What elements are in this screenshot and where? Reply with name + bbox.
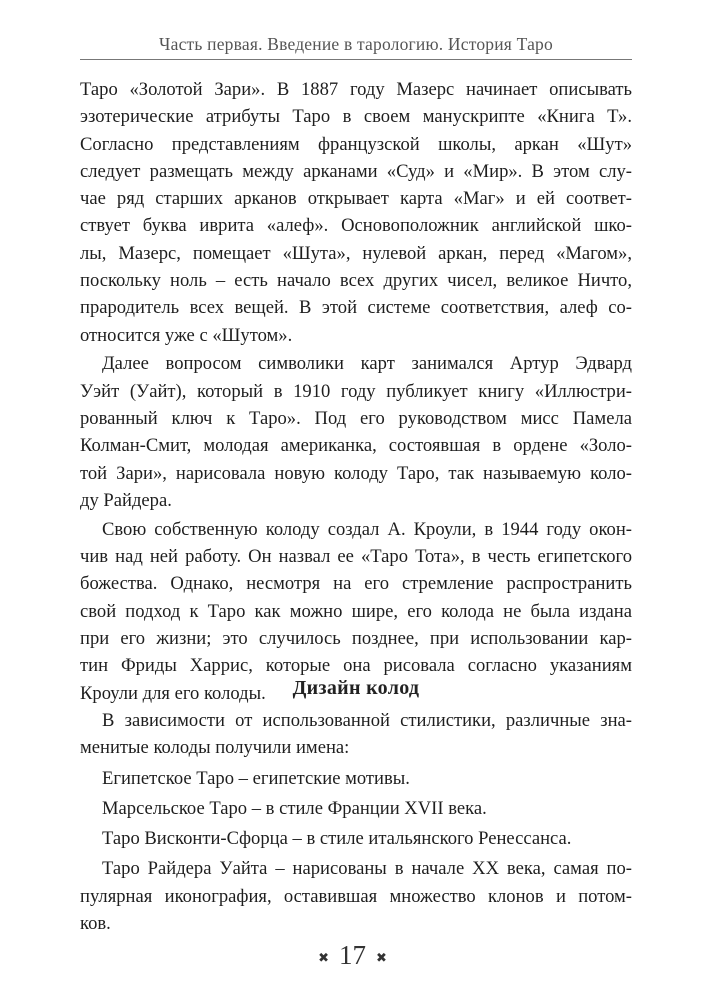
text-line: лы, Мазерс, помещает «Шута», нулевой аркан, перед «Магом»,	[80, 242, 632, 264]
paragraph	[80, 825, 632, 852]
ornament-left-icon: ✖	[318, 949, 329, 965]
text-line: при его жизни; это случилось позднее, при использовании кар-	[80, 627, 632, 649]
text-line: чив над ней работу. Он назвал ее «Таро Тота», в честь египетского	[80, 546, 632, 568]
text-line: Далее вопросом символики карт занимался Артур Эдвард	[102, 353, 632, 375]
text-line: Уэйт (Уайт), который в 1910 году публикует книгу «Иллюстри-	[80, 380, 632, 402]
paragraph	[80, 76, 632, 349]
header-rule	[80, 59, 632, 60]
text-line: Свою собственную колоду создал А. Кроули, в 1944 году окон-	[102, 518, 632, 540]
text-line: Колман-Смит, молодая американка, состоявшая в ордене «Золо-	[80, 435, 632, 457]
text-line: относится уже с «Шутом».	[80, 324, 293, 346]
ornament-right-icon: ✖	[376, 949, 387, 965]
text-line: тин Фриды Харрис, которые она рисовала согласно указаниям	[80, 655, 632, 677]
body-text	[80, 76, 632, 708]
text-line: той Зари», нарисовала новую колоду Таро, так называемую коло-	[80, 462, 632, 484]
text-line: ду Райдера.	[80, 489, 172, 511]
page-number: 17	[339, 940, 366, 970]
text-line: Согласно представлениям французской школы, аркан «Шут»	[80, 133, 632, 155]
paragraph	[80, 765, 632, 792]
text-line: Таро Висконти-Сфорца – в стиле итальянского Ренессанса.	[102, 828, 572, 850]
paragraph	[80, 350, 632, 514]
text-line: ствует буква иврита «алеф». Основоположник английской шко-	[80, 215, 632, 237]
paragraph	[80, 707, 632, 762]
paragraph	[80, 855, 632, 937]
text-line: Таро Райдера Уайта – нарисованы в начале XX века, самая по-	[102, 858, 632, 880]
text-line: свой подход к Таро как можно шире, его колода не была издана	[80, 600, 632, 622]
text-line: Кроули для его колоды.	[80, 682, 266, 704]
deck-design-text	[80, 707, 632, 940]
text-line: рованный ключ к Таро». Под его руководством мисс Памела	[80, 408, 632, 430]
text-line: чае ряд старших арканов открывает карта «Маг» и ей соответ-	[80, 188, 632, 210]
paragraph	[80, 795, 632, 822]
running-head: Часть первая. Введение в тарологию. История Таро	[159, 34, 553, 54]
text-line: Таро «Золотой Зари». В 1887 году Мазерс начинает описывать	[80, 79, 632, 100]
text-line: ков.	[80, 913, 111, 935]
section-heading: Дизайн колод	[292, 677, 420, 699]
text-line: следует размещать между арканами «Суд» и «Мир». В этом слу-	[80, 160, 632, 182]
text-line: В зависимости от использованной стилистики, различные зна-	[102, 710, 632, 731]
text-line: прародитель всех вещей. В этой системе соответствия, алеф со-	[80, 297, 632, 319]
text-line: поскольку ноль – есть начало всех других чисел, великое Ничто,	[80, 270, 632, 292]
text-line: менитые колоды получили имена:	[80, 737, 350, 759]
text-line: пулярная иконография, оставившая множество клонов и потом-	[80, 885, 632, 907]
text-line: Египетское Таро – египетские мотивы.	[102, 767, 410, 789]
page-footer	[0, 940, 705, 971]
text-line: божества. Однако, несмотря на его стремление распространить	[80, 573, 632, 595]
text-line: эзотерические атрибуты Таро в своем манускрипте «Книга Т».	[80, 106, 632, 128]
text-line: Марсельское Таро – в стиле Франции XVII века.	[102, 797, 487, 819]
